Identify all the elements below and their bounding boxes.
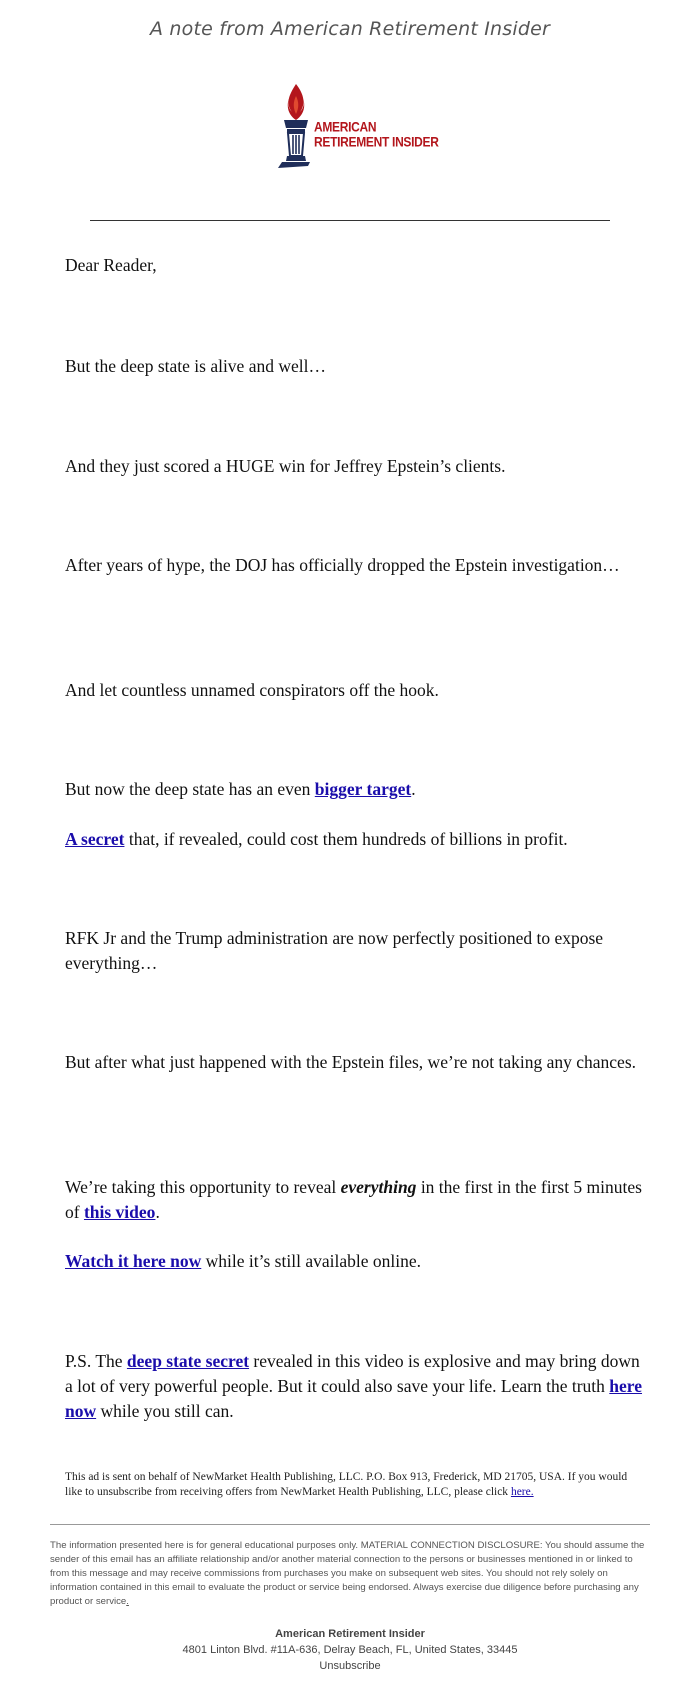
header-divider xyxy=(90,220,610,221)
deep-state-secret-link[interactable]: deep state secret xyxy=(126,1351,250,1371)
bigger-target-link[interactable]: bigger target xyxy=(314,779,412,799)
paragraph-2: And they just scored a HUGE win for Jeffrey Epstein’s clients. xyxy=(65,456,506,476)
logo-line-2: RETIREMENT INSIDER xyxy=(314,133,439,150)
paragraph-9-emphasis: everything xyxy=(340,1177,417,1197)
paragraph-10 xyxy=(65,1249,645,1274)
disclosure-link[interactable]: . xyxy=(126,1596,129,1607)
postscript-text: P.S. The xyxy=(65,1351,127,1371)
paragraph-6 xyxy=(65,827,645,852)
footer-address: 4801 Linton Blvd. #11A-636, Delray Beach, FL, United States, 33445 xyxy=(182,1644,518,1656)
footer-unsubscribe-link[interactable] xyxy=(0,1659,700,1674)
paragraph-9-text: We’re taking this opportunity to reveal xyxy=(65,1177,341,1197)
paragraph-6-text: that, if revealed, could cost them hundreds of billions in profit. xyxy=(124,829,568,849)
torch-icon xyxy=(278,82,314,168)
disclosure-text: The information presented here is for general educational purposes only. MATERIAL CONNECTION DISCLOSURE: You should assume the sender of this email has an affiliate relationship and/or another material connection to the persons or businesses mentioned in or linked to from this message and may receive commissions from purchases you make on subsequent web sites. You should not rely solely on information contained in this email to evaluate the product or service being endorsed. Always exercise due diligence before purchasing any product or service xyxy=(50,1540,645,1607)
material-connection-disclosure xyxy=(50,1539,653,1609)
paragraph-5-end: . xyxy=(411,779,416,799)
postscript-mid: revealed in this video is explosive and may bring down a lot of very powerful people. But it could also save your life. Learn the truth xyxy=(65,1351,640,1396)
logo-wordmark xyxy=(314,120,439,150)
paragraph-5 xyxy=(65,777,645,802)
paragraph-7: RFK Jr and the Trump administration are now perfectly positioned to expose everything… xyxy=(65,928,604,973)
paragraph-9-end: . xyxy=(155,1202,160,1222)
paragraph-5-text: But now the deep state has an even xyxy=(65,779,315,799)
american-retirement-insider-logo xyxy=(278,82,439,168)
postscript-end: while you still can. xyxy=(96,1401,234,1421)
footer-divider xyxy=(50,1524,650,1525)
unsubscribe-here-link[interactable]: here. xyxy=(510,1486,534,1498)
sender-notice xyxy=(65,1470,645,1500)
sender-notice-text: This ad is sent on behalf of NewMarket Health Publishing, LLC. P.O. Box 913, Frederick, MD 21705, USA. If you would like to unsubscribe from receiving offers from NewMarket Health Publishing, LLC, please click xyxy=(65,1471,628,1498)
paragraph-4: And let countless unnamed conspirators off the hook. xyxy=(65,680,439,700)
postscript xyxy=(65,1349,645,1424)
header-note: A note from American Retirement Insider xyxy=(149,18,551,40)
unsubscribe-link-text[interactable]: Unsubscribe xyxy=(319,1660,381,1672)
this-video-link[interactable]: this video xyxy=(83,1202,156,1222)
paragraph-10-text: while it’s still available online. xyxy=(201,1251,421,1271)
paragraph-8: But after what just happened with the Epstein files, we’re not taking any chances. xyxy=(65,1052,637,1072)
a-secret-link[interactable]: A secret xyxy=(65,829,125,849)
watch-it-here-now-link[interactable]: Watch it here now xyxy=(65,1251,202,1271)
paragraph-9-mid: in the first in the first 5 minutes of xyxy=(65,1177,642,1222)
here-now-link[interactable]: here now xyxy=(65,1376,643,1421)
greeting: Dear Reader, xyxy=(65,255,157,275)
paragraph-1: But the deep state is alive and well… xyxy=(65,356,326,376)
footer-company-name: American Retirement Insider xyxy=(275,1628,425,1640)
paragraph-9 xyxy=(65,1175,645,1225)
paragraph-3: After years of hype, the DOJ has officially dropped the Epstein investigation… xyxy=(65,555,620,575)
logo-line-1: AMERICAN xyxy=(314,118,377,135)
